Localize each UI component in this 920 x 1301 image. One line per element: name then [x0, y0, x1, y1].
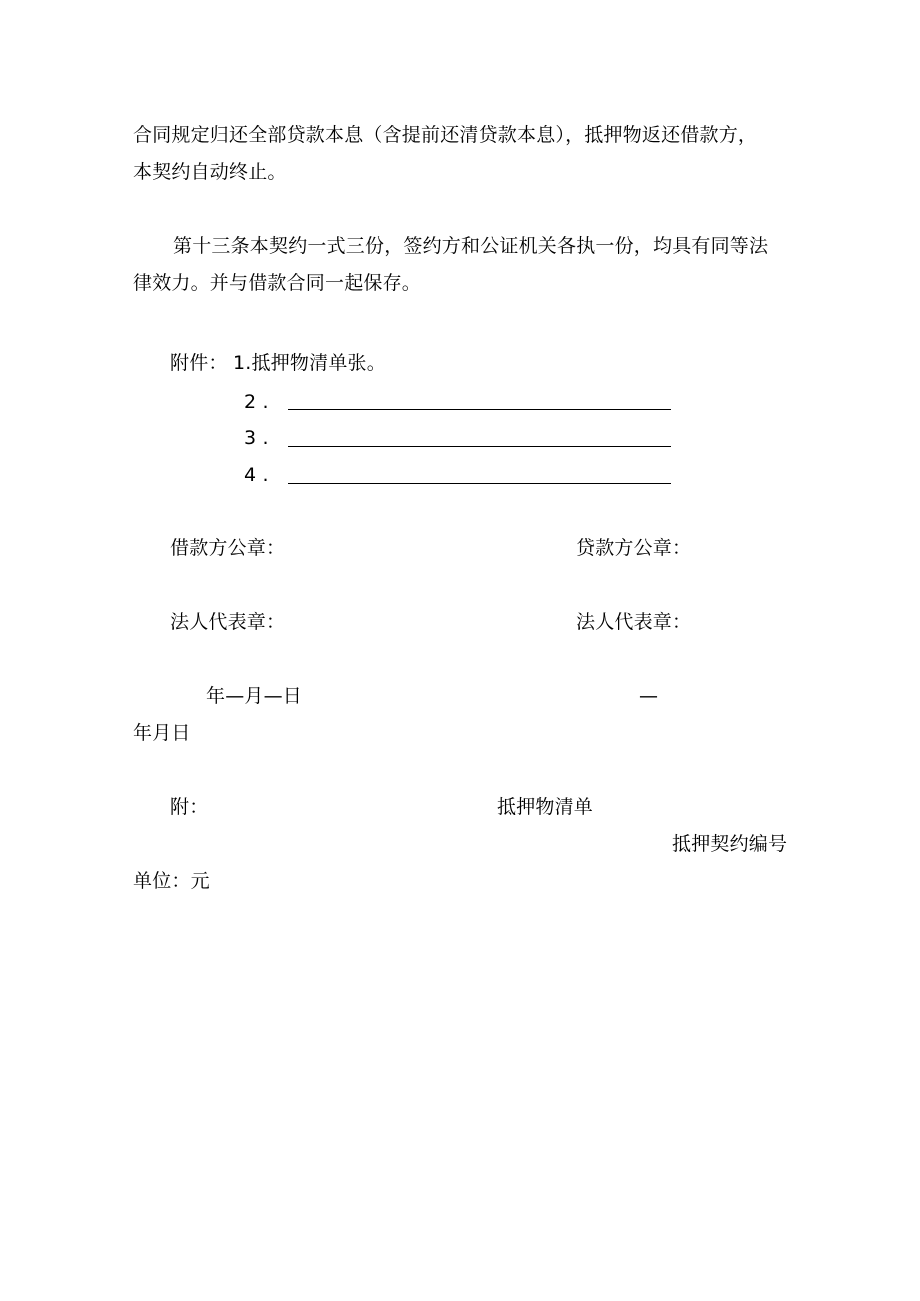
attachments-label: 附件：: [170, 352, 228, 374]
attachment-item-4-number: 4 .: [244, 464, 269, 486]
borrower-legal-rep-label: 法人代表章：: [170, 611, 286, 633]
article-13-line-1: 第十三条本契约一式三份，签约方和公证机关各执一份，均具有同等法: [173, 235, 769, 257]
borrower-date: 年—月—日: [206, 685, 303, 707]
attachment-item-3-blank-line: [288, 446, 671, 447]
article-13-line-2: 律效力。并与借款合同一起保存。: [133, 272, 422, 294]
appendix-label: 附：: [170, 796, 209, 818]
attachment-item-4-blank-line: [288, 483, 671, 484]
unit-label: 单位：元: [133, 870, 210, 892]
lender-legal-rep-label: 法人代表章：: [576, 611, 692, 633]
article-12-line-2: 本契约自动终止。: [133, 161, 287, 183]
lender-seal-label: 贷款方公章：: [576, 537, 692, 559]
attachment-item-1: 1.抵押物清单张。: [233, 352, 386, 374]
lender-date: 年月日: [133, 722, 191, 744]
attachment-item-2-blank-line: [288, 409, 671, 410]
borrower-seal-label: 借款方公章：: [170, 537, 286, 559]
contract-number-label: 抵押契约编号: [672, 833, 788, 855]
appendix-title: 抵押物清单: [497, 796, 594, 818]
article-12-line-1: 合同规定归还全部贷款本息（含提前还清贷款本息），抵押物返还借款方，: [133, 124, 758, 146]
attachment-item-2-number: 2 .: [244, 391, 269, 413]
lender-date-dash: —: [639, 685, 659, 707]
attachment-item-3-number: 3 .: [244, 427, 269, 449]
